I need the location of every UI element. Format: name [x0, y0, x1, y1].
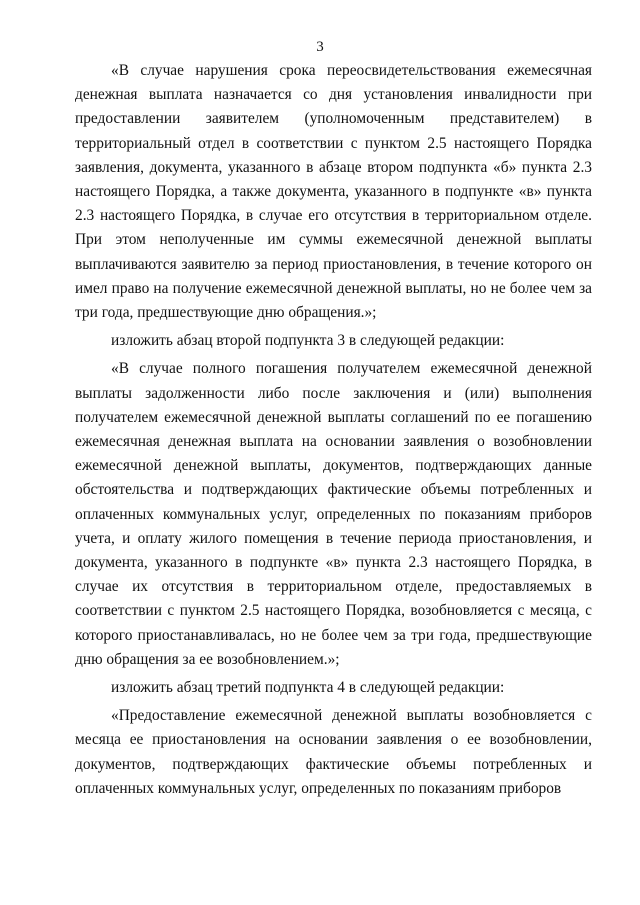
- page-number: 3: [316, 39, 324, 55]
- paragraph-reassessment-violation: «В случае нарушения срока переосвидетельствования ежемесячная денежная выплата назначается со дня установления инвалидности при предоставлении заявителем (уполномоченным представителем) в территориальный отдел в соответствии с пунктом 2.5 настоящего Порядка заявления, документа, указанного в абзаце втором подпункта «б» пункта 2.3 настоящего Порядка, а также документа, указанного в подпункте «в» пункта 2.3 настоящего Порядка, в случае его отсутствия в территориальном отделе. При этом неполученные им суммы ежемесячной денежной выплаты выплачиваются заявителю за период приостановления, в течение которого он имел право на получение ежемесячной денежной выплаты, но не более чем за три года, предшествующие дню обращения.»;: [75, 62, 592, 322]
- paragraph-instruction-subpoint-3: изложить абзац второй подпункта 3 в следующей редакции:: [111, 332, 505, 350]
- paragraph-payment-resumption: «Предоставление ежемесячной денежной выплаты возобновляется с месяца ее приостановления на основании заявления о ее возобновлении, документов, подтверждающих фактические объемы потребленных и оплаченных коммунальных услуг, определенных по показаниям приборов: [75, 707, 592, 797]
- paragraph-debt-repayment: «В случае полного погашения получателем ежемесячной денежной выплаты задолженности либо после заключения и (или) выполнения получателем ежемесячной денежной выплаты соглашений по ее погашению ежемесячная денежная выплата на основании заявления о возобновлении ежемесячной денежной выплаты, документов, подтверждающих данные обстоятельства и подтверждающих фактические объемы потребленных и оплаченных коммунальных услуг, определенных по показаниям приборов учета, и оплату жилого помещения в течение периода приостановления, и документа, указанного в подпункте «в» пункта 2.3 настоящего Порядка, в случае их отсутствия в территориальном отделе, предоставляемых в соответствии с пунктом 2.5 настоящего Порядка, возобновляется с месяца, с которого приостанавливалась, но не более чем за три года, предшествующие дню обращения за ее возобновлением.»;: [75, 360, 592, 668]
- paragraph-instruction-subpoint-4: изложить абзац третий подпункта 4 в следующей редакции:: [111, 679, 505, 697]
- document-body: [75, 59, 592, 801]
